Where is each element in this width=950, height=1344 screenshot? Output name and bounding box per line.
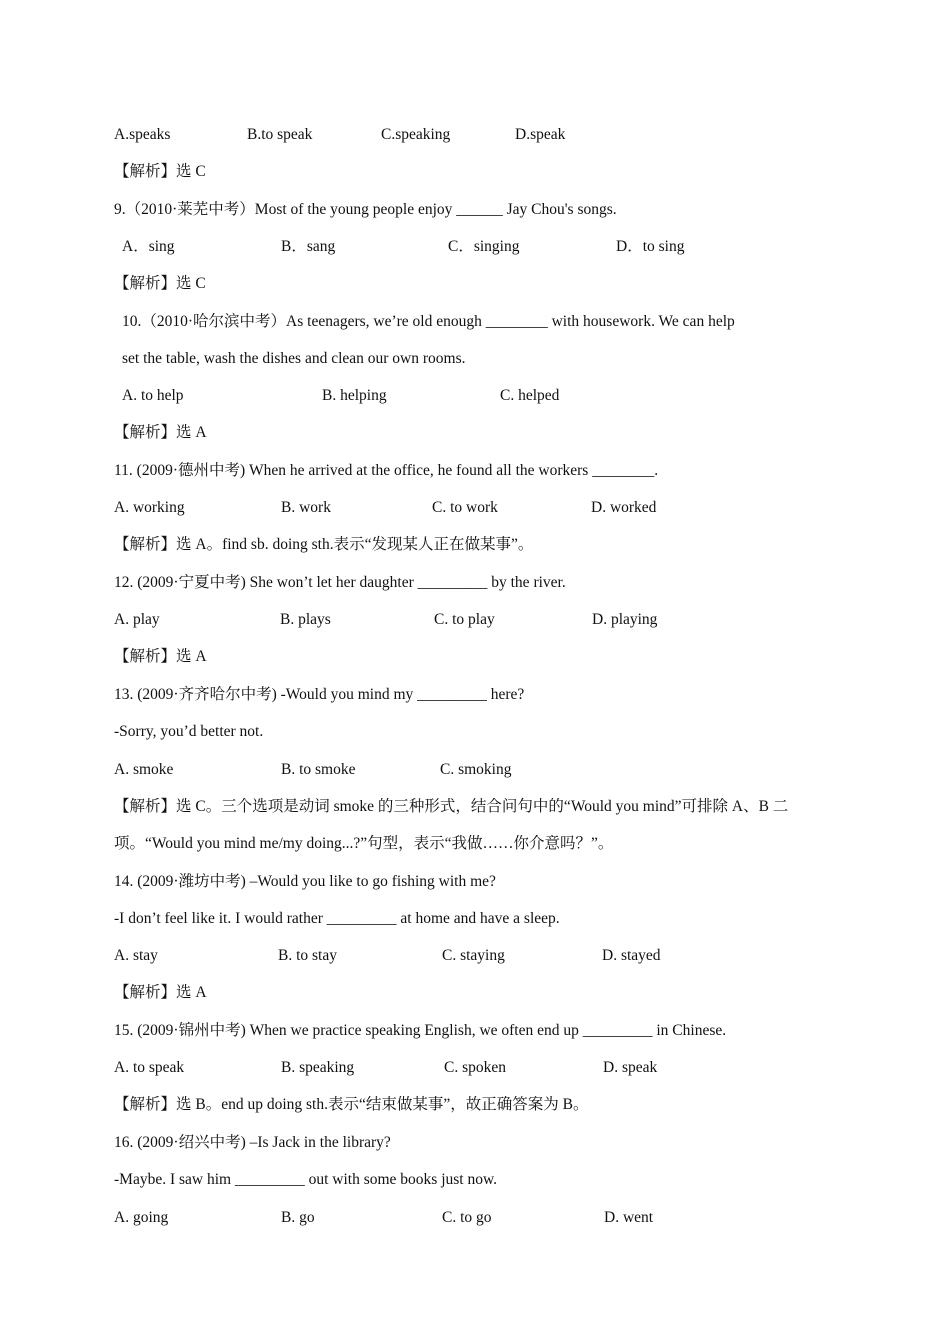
q13-option-b: B. to smoke [281, 761, 356, 778]
q13-analysis-line1: 【解析】选 C。三个选项是动词 smoke 的三种形式，结合问句中的“Would you mind”可排除 A、B 二 [114, 798, 789, 815]
q10-stem-line1: 10.（2010·哈尔滨中考）As teenagers, we’re old enough ________ with housework. We can help [122, 313, 735, 330]
q9-option-a: A．sing [122, 238, 175, 255]
q9-option-c: C．singing [448, 238, 520, 255]
q14-stem-line2: -I don’t feel like it. I would rather _________ at home and have a sleep. [114, 910, 560, 927]
q14-stem-line1: 14. (2009·潍坊中考) –Would you like to go fishing with me? [114, 873, 496, 890]
q13-stem-line2: -Sorry, you’d better not. [114, 723, 264, 740]
q12-analysis: 【解析】选 A [114, 648, 207, 665]
q12-stem: 12. (2009·宁夏中考) She won’t let her daughter _________ by the river. [114, 574, 566, 591]
q8-option-d: D.speak [515, 126, 566, 143]
q9-analysis: 【解析】选 C [114, 275, 206, 292]
q8-option-b: B.to speak [247, 126, 313, 143]
q8-option-a: A.speaks [114, 126, 171, 143]
q13-option-c: C. smoking [440, 761, 512, 778]
q13-option-a: A. smoke [114, 761, 174, 778]
q16-option-b: B. go [281, 1209, 315, 1226]
q10-stem-line2: set the table, wash the dishes and clean our own rooms. [122, 350, 466, 367]
q14-option-a: A. stay [114, 947, 158, 964]
q16-stem-line2: -Maybe. I saw him _________ out with some books just now. [114, 1171, 498, 1188]
q8-option-c: C.speaking [381, 126, 451, 143]
q13-analysis-line2: 项。“Would you mind me/my doing...?”句型，表示“我做……你介意吗？”。 [114, 835, 614, 852]
q10-option-c: C. helped [500, 387, 560, 404]
q15-stem: 15. (2009·锦州中考) When we practice speaking English, we often end up _________ in Chinese. [114, 1022, 727, 1039]
q14-option-d: D. stayed [602, 947, 661, 964]
q11-analysis: 【解析】选 A。find sb. doing sth.表示“发现某人正在做某事”。 [114, 536, 534, 553]
q15-options [0, 1058, 950, 1078]
q9-option-b: B．sang [281, 238, 336, 255]
q14-options [0, 946, 950, 966]
q12-option-c: C. to play [434, 611, 495, 628]
q13-stem-line1: 13. (2009·齐齐哈尔中考) -Would you mind my _________ here? [114, 686, 525, 703]
q8-options [0, 125, 950, 145]
q16-stem-line1: 16. (2009·绍兴中考) –Is Jack in the library? [114, 1134, 391, 1151]
q13-options [0, 760, 950, 780]
q12-option-b: B. plays [280, 611, 331, 628]
q15-option-a: A. to speak [114, 1059, 185, 1076]
q11-option-b: B. work [281, 499, 331, 516]
q11-stem: 11. (2009·德州中考) When he arrived at the office, he found all the workers ________. [114, 462, 659, 479]
q10-analysis: 【解析】选 A [114, 424, 207, 441]
q11-options [0, 498, 950, 518]
q16-options [0, 1208, 950, 1228]
q11-option-c: C. to work [432, 499, 498, 516]
q11-option-d: D. worked [591, 499, 657, 516]
q9-option-d: D．to sing [616, 238, 685, 255]
q12-option-a: A. play [114, 611, 160, 628]
q8-analysis: 【解析】选 C [114, 163, 206, 180]
q14-option-b: B. to stay [278, 947, 337, 964]
q14-option-c: C. staying [442, 947, 505, 964]
q12-options [0, 610, 950, 630]
q15-option-b: B. speaking [281, 1059, 355, 1076]
q10-option-a: A. to help [122, 387, 184, 404]
q14-analysis: 【解析】选 A [114, 984, 207, 1001]
q11-option-a: A. working [114, 499, 185, 516]
q9-stem: 9.（2010·莱芜中考）Most of the young people enjoy ______ Jay Chou's songs. [114, 201, 617, 218]
q16-option-d: D. went [604, 1209, 654, 1226]
q15-analysis: 【解析】选 B。end up doing sth.表示“结束做某事”，故正确答案为 B。 [114, 1096, 589, 1113]
q10-options [0, 386, 950, 406]
q15-option-d: D. speak [603, 1059, 658, 1076]
q15-option-c: C. spoken [444, 1059, 506, 1076]
q9-options [0, 237, 950, 257]
q12-option-d: D. playing [592, 611, 658, 628]
q16-option-a: A. going [114, 1209, 169, 1226]
q16-option-c: C. to go [442, 1209, 492, 1226]
q10-option-b: B. helping [322, 387, 387, 404]
